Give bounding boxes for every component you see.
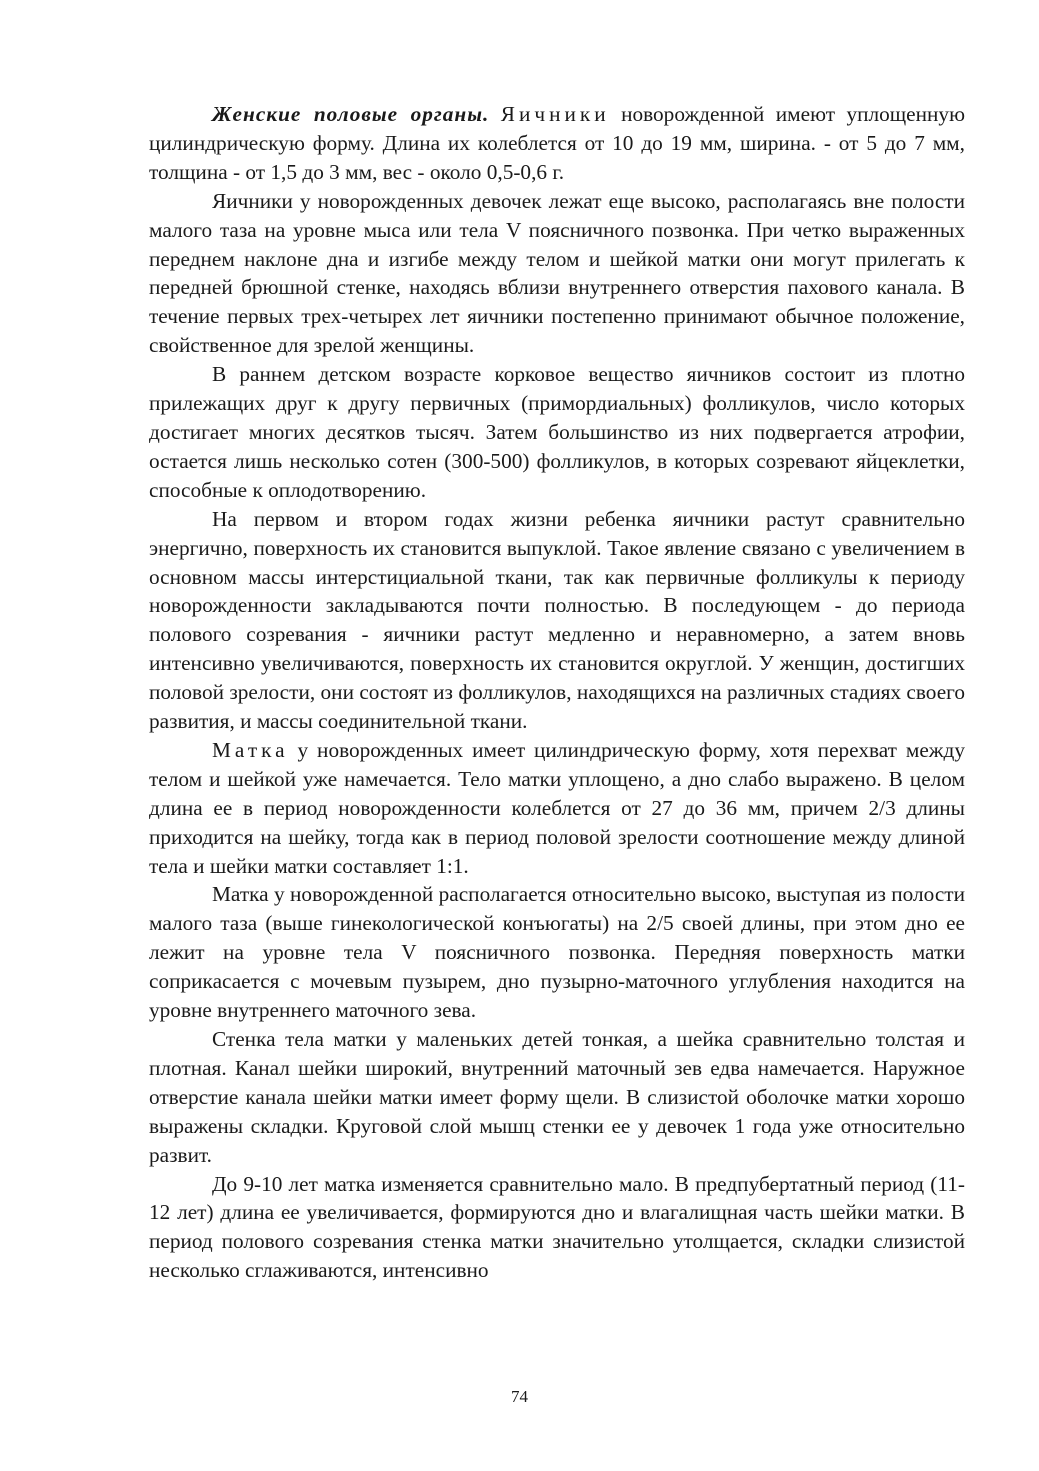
paragraph-ovary-cortex: В раннем детском возрасте корковое вещество яичников состоит из плотно прилежащих друг к другу первичных (примордиальных) фолликулов, число которых достигает многих десятков тысяч. Затем большинство из них подвергается атрофии, остается лишь несколько сотен (300-500) фолликулов, в которых созревают яйцеклетки, способные к оплодотворению.	[149, 362, 965, 502]
paragraph-uterus-development: До 9-10 лет матка изменяется сравнительно мало. В предпубертатный период (11-12 лет) длина ее увеличивается, формируются дно и влагалищная часть шейки матки. В период полового созревания стенка матки значительно утолщается, складки слизистой несколько сглаживаются, интенсивно	[149, 1171, 965, 1283]
section-heading: Женские половые органы.	[212, 102, 490, 126]
term-uterus: Матка	[212, 737, 289, 762]
paragraph-female-organs	[149, 100, 965, 187]
paragraph-ovary-position: Яичники у новорожденных девочек лежат еще высоко, располагаясь вне полости малого таза на уровне мыса или тела V поясничного позвонка. При четко выраженных переднем наклоне дна и изгибе между телом и шейкой матки они могут прилегать к передней брюшной стенке, находясь вблизи внутреннего отверстия пахового канала. В течение первых трех-четырех лет яичники постепенно принимают обычное положение, свойственное для зрелой женщины.	[149, 188, 965, 358]
paragraph-uterus-position: Матка у новорожденной располагается относительно высоко, выступая из полости малого таза (выше гинекологической конъюгаты) на 2/5 своей длины, при этом дно ее лежит на уровне тела V поясничного позвонка. Передняя поверхность матки соприкасается с мочевым пузырем, дно пузырно-маточного углубления находится на уровне внутреннего маточного зева.	[149, 882, 965, 1023]
term-ovaries: Яичники	[500, 102, 610, 126]
paragraph-uterus-wall: Стенка тела матки у маленьких детей тонкая, а шейка сравнительно толстая и плотная. Канал шейки широкий, внутренний маточный зев едва намечается. Наружное отверстие канала шейки матки имеет форму щели. В слизистой оболочке матки хорошо выражены складки. Круговой слой мышц стенки ее у девочек 1 года уже относительно развит.	[149, 1027, 965, 1167]
page-number: 74	[511, 1387, 528, 1406]
paragraph-text: у новорожденных имеет цилиндрическую форму, хотя перехват между телом и шейкой уже намечается. Тело матки уплощено, а дно слабо выражено. В целом длина ее в период новорожденности колеблется от 27 до 36 мм, причем 2/3 длины приходится на шейку, тогда как в период половой зрелости соотношение между длиной тела и шейки матки составляет 1:1.	[149, 737, 965, 878]
paragraph-uterus	[149, 736, 965, 881]
text-column	[149, 100, 965, 1285]
paragraph-text: новорожденной имеют уплощенную цилиндрическую форму. Длина их колеблется от 10 до 19 мм, ширина. - от 5 до 7 мм, толщина - от 1,5 до 3 мм, вес - около 0,5-0,6 г.	[149, 102, 965, 184]
paragraph-ovary-growth: На первом и втором годах жизни ребенка яичники растут сравнительно энергично, поверхность их становится выпуклой. Такое явление связано с увеличением в основном массы интерстициальной ткани, так как первичные фолликулы к периоду новорожденности закладываются почти полностью. В последующем - до периода полового созревания - яичники растут медленно и неравномерно, а затем вновь интенсивно увеличиваются, поверхность их становится округлой. У женщин, достигших половой зрелости, они состоят из фолликулов, находящихся на различных стадиях своего развития, и массы соединительной ткани.	[149, 506, 965, 734]
